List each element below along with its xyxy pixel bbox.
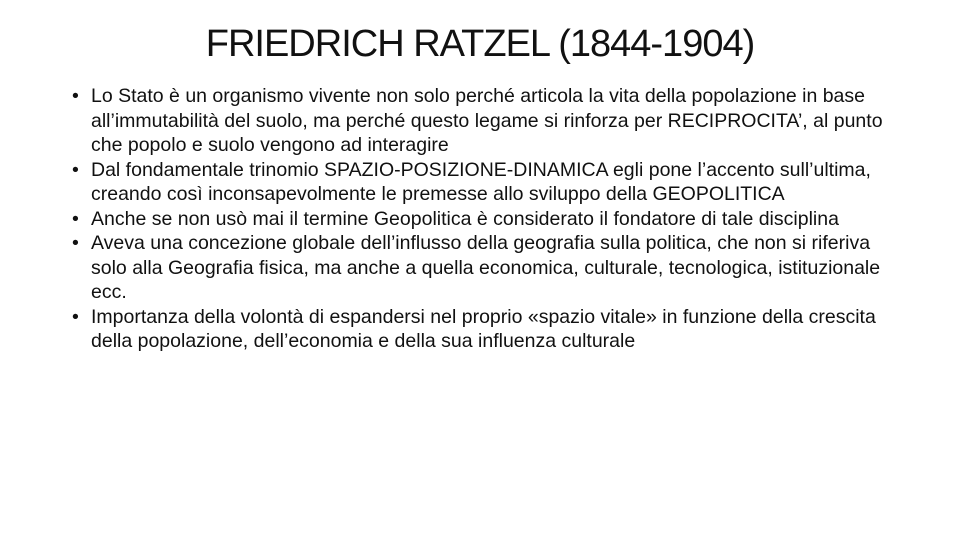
bullet-icon: • [72, 207, 79, 230]
bullet-text: Aveva una concezione globale dell’influsso della geografia sulla politica, che non si riferiva solo alla Geografia fisica, ma anche a quella economica, culturale, tecnologica, istituzionale ecc. [91, 232, 881, 303]
slide-title: FRIEDRICH RATZEL (1844-1904) [205, 23, 755, 65]
bullet-icon: • [72, 305, 79, 328]
bullet-text: Lo Stato è un organismo vivente non solo perché articola la vita della popolazione in base all’immutabilità del suolo, ma perché questo legame si rinforza per RECIPROCITA’, al punto che popolo e suolo vengono ad interagire [91, 85, 883, 156]
bullet-list [72, 84, 892, 354]
bullet-icon: • [72, 158, 79, 181]
bullet-item [72, 84, 892, 158]
bullet-item [72, 207, 892, 232]
bullet-icon: • [72, 232, 79, 254]
bullet-item [72, 231, 892, 305]
bullet-item [72, 305, 892, 354]
bullet-text: Dal fondamentale trinomio SPAZIO-POSIZIONE-DINAMICA egli pone l’accento sull’ultima, creando così inconsapevolmente le premesse allo sviluppo della GEOPOLITICA [91, 158, 871, 205]
bullet-item [72, 158, 892, 207]
bullet-text: Importanza della volontà di espandersi nel proprio «spazio vitale» in funzione della crescita della popolazione, dell’economia e della sua influenza culturale [91, 305, 876, 352]
bullet-icon: • [72, 85, 79, 107]
bullet-text: Anche se non usò mai il termine Geopolitica è considerato il fondatore di tale disciplina [91, 207, 839, 230]
